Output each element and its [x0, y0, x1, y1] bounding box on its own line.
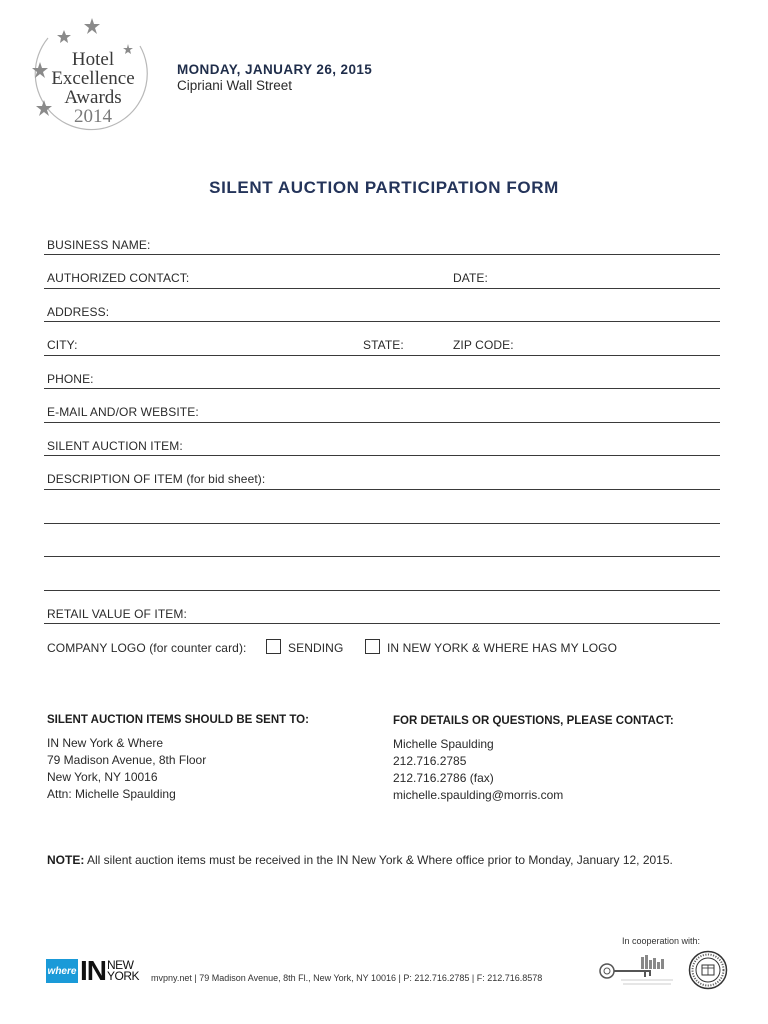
- form-title: SILENT AUCTION PARTICIPATION FORM: [209, 178, 559, 197]
- address-label: ADDRESS:: [47, 305, 110, 319]
- key-skyline-icon: [597, 953, 683, 989]
- where-logo: where: [46, 959, 78, 983]
- authorized-contact-label: AUTHORIZED CONTACT:: [47, 271, 190, 285]
- retail-value-label: RETAIL VALUE OF ITEM:: [47, 607, 187, 621]
- retail-value-field[interactable]: [44, 623, 720, 624]
- note-label: NOTE:: [47, 853, 85, 867]
- auction-item-field[interactable]: [44, 455, 720, 456]
- address-field[interactable]: [44, 321, 720, 322]
- in-logo-text: IN: [80, 955, 106, 986]
- footer-contact-line: mvpny.net | 79 Madison Avenue, 8th Fl., New York, NY 10016 | P: 212.716.2785 | F: 212.716.8578: [151, 973, 543, 983]
- business-name-field[interactable]: [44, 254, 720, 255]
- event-venue: Cipriani Wall Street: [177, 78, 293, 93]
- date-label: DATE:: [453, 271, 488, 285]
- auction-item-label: SILENT AUCTION ITEM:: [47, 439, 183, 453]
- york-logo-text: YORK: [107, 969, 140, 983]
- sending-checkbox[interactable]: [266, 639, 281, 654]
- zip-code-label: ZIP CODE:: [453, 338, 514, 352]
- phone-field[interactable]: [44, 388, 720, 389]
- send-to-line: New York, NY 10016: [47, 770, 158, 784]
- description-label: DESCRIPTION OF ITEM (for bid sheet):: [47, 472, 266, 486]
- send-to-line: 79 Madison Avenue, 8th Floor: [47, 753, 207, 767]
- new-york-logo-text: [107, 960, 139, 982]
- note-text: All silent auction items must be received in the IN New York & Where office prior to Monday, January 12, 2015.: [84, 853, 673, 867]
- send-to-line: IN New York & Where: [47, 736, 164, 750]
- company-logo-label: COMPANY LOGO (for counter card):: [47, 641, 247, 655]
- cooperation-label: In cooperation with:: [622, 936, 701, 946]
- has-logo-label: IN NEW YORK & WHERE HAS MY LOGO: [387, 641, 618, 655]
- phone-label: PHONE:: [47, 372, 94, 386]
- award-year: 2014: [74, 106, 112, 127]
- city-label: CITY:: [47, 338, 78, 352]
- sending-label: SENDING: [288, 641, 344, 655]
- send-to-line: Attn: Michelle Spaulding: [47, 787, 176, 801]
- event-date: MONDAY, JANUARY 26, 2015: [177, 62, 373, 77]
- contact-heading: FOR DETAILS OR QUESTIONS, PLEASE CONTACT:: [393, 715, 674, 727]
- description-field[interactable]: [44, 489, 720, 490]
- description-line[interactable]: [44, 523, 720, 524]
- contact-phone: 212.716.2785: [393, 754, 467, 768]
- award-line: Hotel: [71, 49, 115, 70]
- send-to-heading: SILENT AUCTION ITEMS SHOULD BE SENT TO:: [47, 714, 309, 726]
- association-seal-logo: [688, 950, 728, 995]
- authorized-contact-field[interactable]: [44, 288, 720, 289]
- contact-email-link[interactable]: michelle.spaulding@morris.com: [393, 788, 564, 802]
- note: [47, 853, 673, 867]
- in-new-york-where-logo: [46, 955, 140, 986]
- hotel-excellence-awards-logo: [28, 18, 152, 142]
- award-line: Awards: [64, 87, 122, 108]
- email-website-label: E-MAIL AND/OR WEBSITE:: [47, 405, 199, 419]
- description-line[interactable]: [44, 590, 720, 591]
- city-state-zip-field[interactable]: [44, 355, 720, 356]
- contact-fax: 212.716.2786 (fax): [393, 771, 494, 785]
- business-name-label: BUSINESS NAME:: [47, 238, 151, 252]
- award-text: [28, 50, 158, 126]
- contact-name: Michelle Spaulding: [393, 737, 494, 751]
- description-line[interactable]: [44, 556, 720, 557]
- email-website-field[interactable]: [44, 422, 720, 423]
- award-line: Excellence: [51, 68, 135, 89]
- state-label: STATE:: [363, 338, 404, 352]
- seal-icon: [688, 950, 728, 990]
- has-logo-checkbox[interactable]: [365, 639, 380, 654]
- new-logo-text: NEW: [107, 958, 134, 972]
- hotel-concierges-association-logo: [597, 953, 683, 994]
